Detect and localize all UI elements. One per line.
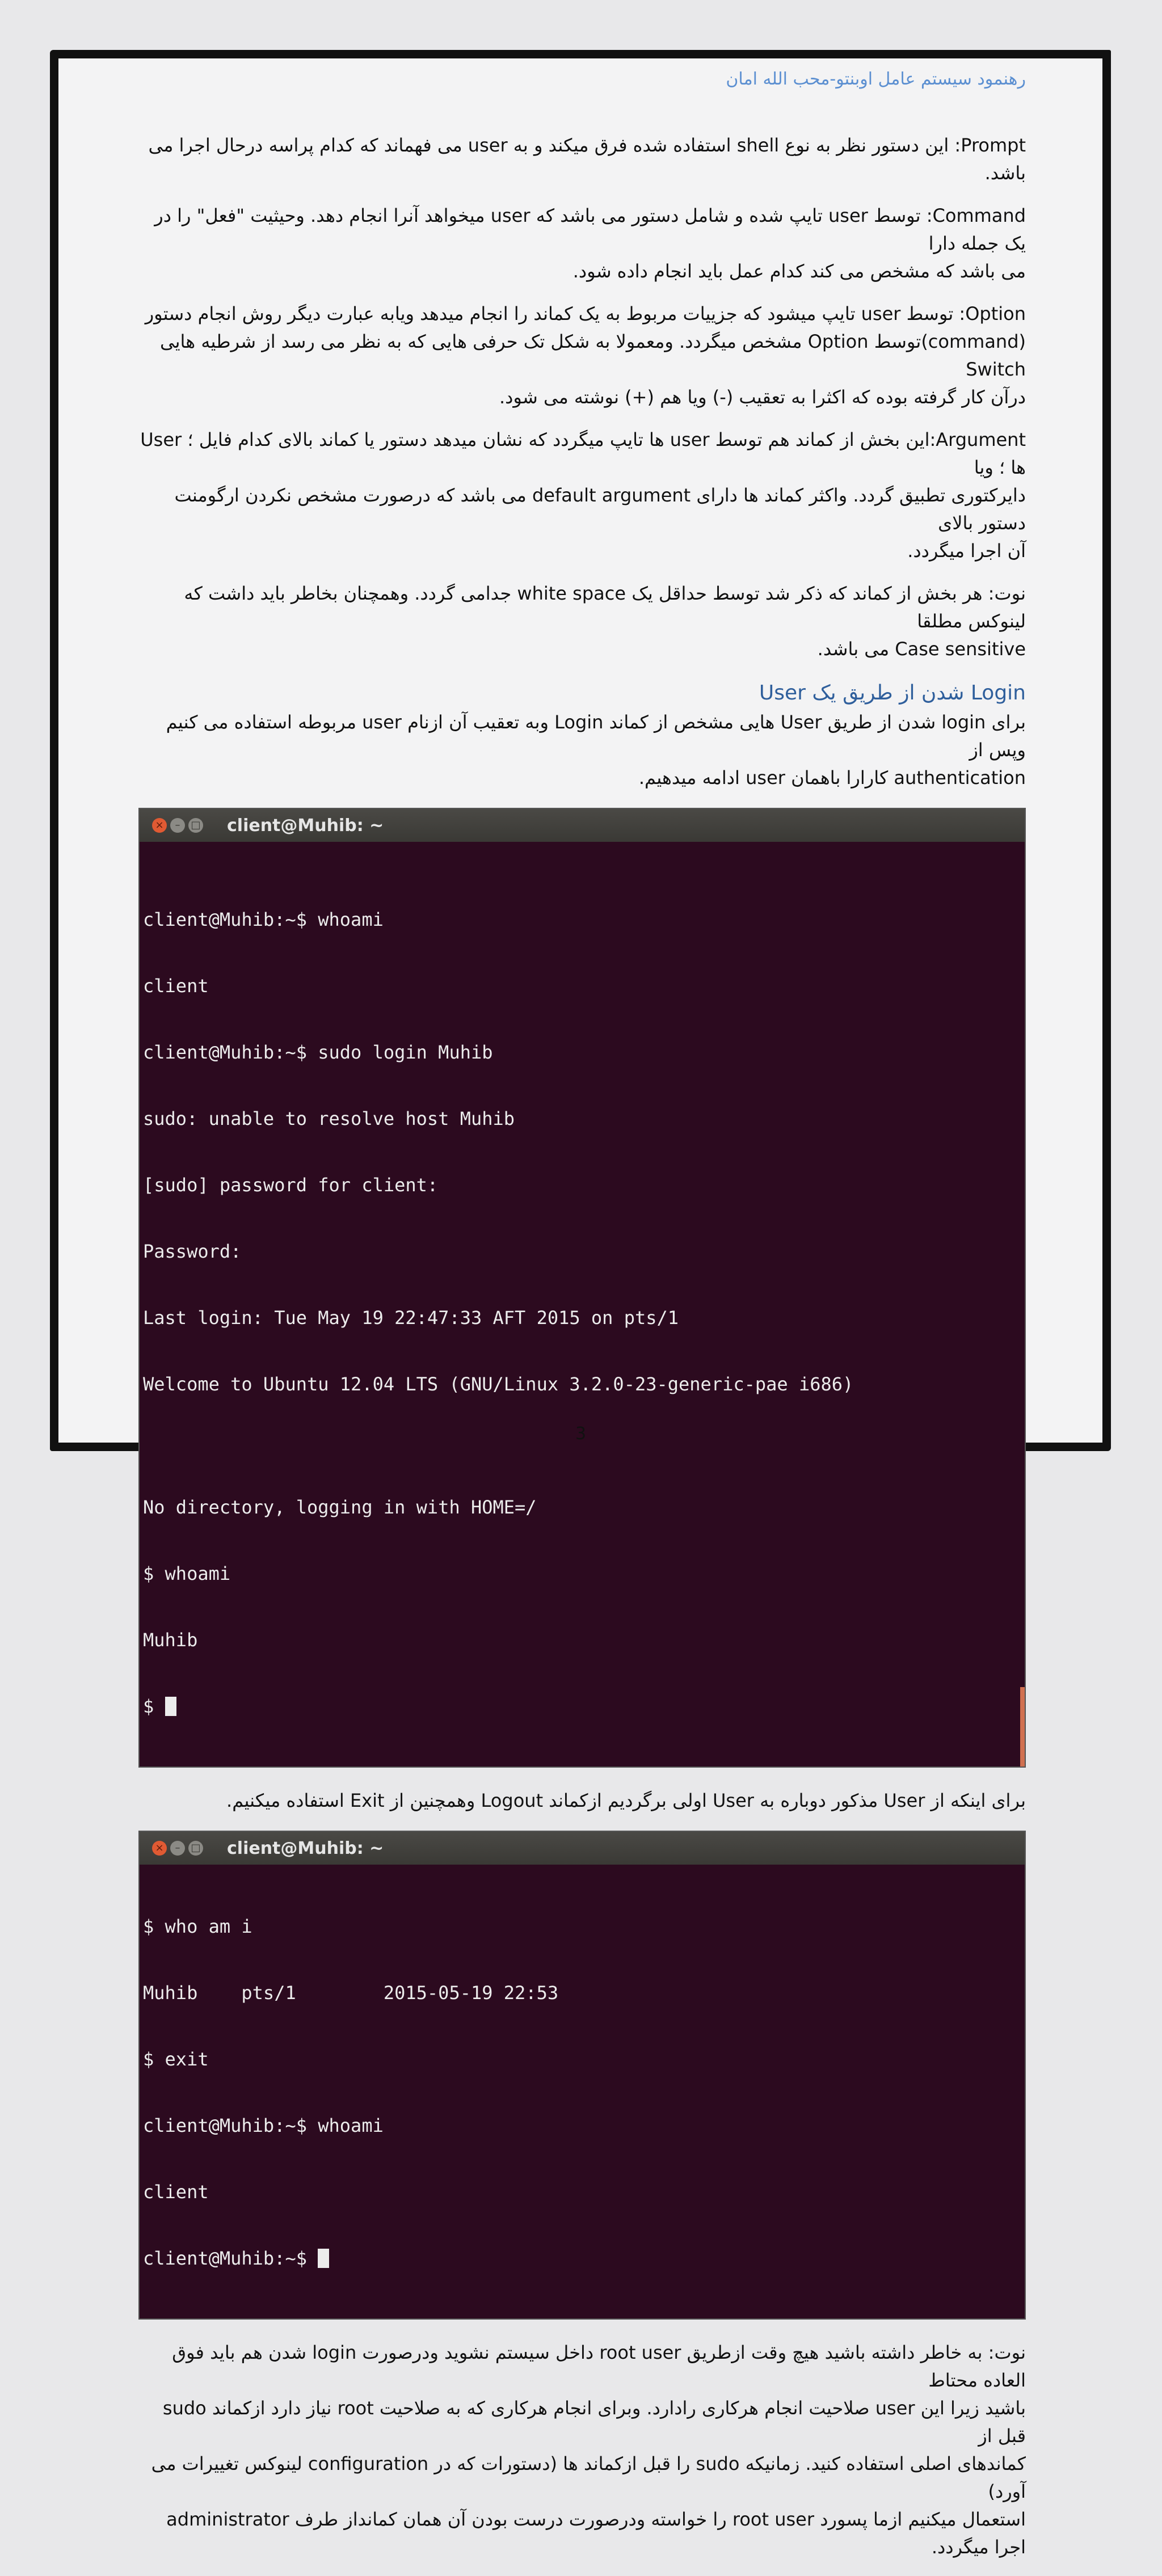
terminal-window-2 <box>138 1831 1026 2320</box>
terminal-line: client@Muhib:~$ sudo login Muhib <box>143 1042 493 1063</box>
command-paragraph <box>138 202 1026 285</box>
argument-line-1: Argument:این بخش از کماند هم توسط user ها تایپ میگردد که نشان میدهد دستور یا کماند بالای کدام فایل ؛ User ها ؛ ویا <box>140 429 1026 478</box>
terminal-line: client@Muhib:~$ whoami <box>143 909 384 930</box>
terminal-line: Password: <box>143 1241 242 1262</box>
terminal-line: client@Muhib:~$ whoami <box>143 2115 384 2136</box>
option-line-3: درآن کار گرفته بوده که اکثرا به تعقیب (-) ویا هم (+) نوشته می شود. <box>499 386 1026 408</box>
terminal-line: No directory, logging in with HOME=/ <box>143 1496 537 1518</box>
terminal-line: Welcome to Ubuntu 12.04 LTS (GNU/Linux 3.2.0-23-generic-pae i686) <box>143 1373 854 1395</box>
option-line-2: (command)توسط Option مشخص میگردد. ومعمولا به شکل تک حرفی هایی که به نظر می رسد از شرطیه هایی Switch <box>159 331 1026 380</box>
terminal-line: $ whoami <box>143 1563 231 1584</box>
page-number: 3 <box>575 1424 587 1444</box>
terminal-titlebar-2 <box>140 1832 1025 1865</box>
prompt-paragraph <box>138 132 1026 187</box>
note2-line-1: نوت: به خاطر داشته باشید هیچ وقت ازطریق root user داخل سیستم نشوید ودرصورت login شدن هم باید فوق العاده محتاط <box>172 2342 1026 2391</box>
note2-line-4: استعمال میکنیم ازما پسورد root user را خواسته ودرصورت درست بودن آن همان کمانداز طرف administrator اجرا میگردد. <box>166 2508 1026 2558</box>
between-paragraph <box>138 1787 1026 1815</box>
terminal-prompt-line <box>143 1696 1025 1718</box>
section-line-1: برای login شدن از طریق User هایی مشخص از کماند Login وبه تعقیب آن ازنام user مربوطه استفاده می کنیم وپس از <box>166 711 1026 761</box>
terminal-title-2: client@Muhib: ~ <box>227 1838 384 1858</box>
option-paragraph <box>138 300 1026 411</box>
cursor-icon <box>165 1697 176 1716</box>
document-header: رهنمود سیستم عامل اوبنتو-محب الله امان <box>726 69 1026 89</box>
terminal-line: client <box>143 2181 209 2203</box>
note2-line-3: کماندهای اصلی استفاده کنید. زمانیکه sudo را قبل ازکماند ها (دستورات که در configuration لینوکس تغییرات می آورد) <box>151 2453 1026 2502</box>
argument-line-2: دایرکتوری تطبیق گردد. واکثر کماند ها دارای default argument می باشد که درصورت مشخص نکردن ارگومنت دستور بالای <box>174 484 1026 534</box>
terminal-prompt-line <box>143 2248 1025 2270</box>
argument-paragraph <box>138 426 1026 565</box>
minimize-icon[interactable]: – <box>170 818 185 833</box>
terminal-prompt: $ <box>143 1696 165 1717</box>
command-line-1: Command: توسط user تایپ شده و شامل دستور می باشد که user میخواهد آنرا انجام دهد. وحیثیت "فعل" را در یک جمله دارا <box>154 205 1026 254</box>
option-line-1: Option: توسط user تایپ میشود که جزییات مربوط به یک کماند را انجام میدهد ویابه عبارت دیگر روش انجام دستور <box>145 303 1026 324</box>
terminal-line: Muhib <box>143 1629 198 1651</box>
section-line-2: authentication کارارا باهمان user ادامه میدهیم. <box>638 767 1026 789</box>
terminal-line: Last login: Tue May 19 22:47:33 AFT 2015 on pts/1 <box>143 1307 679 1329</box>
close-icon[interactable]: × <box>152 1841 167 1856</box>
terminal-line: [sudo] password for client: <box>143 1174 439 1196</box>
note1-line-1: نوت: هر بخش از کماند که ذکر شد توسط حداقل یک white space جدامی گردد. وهمچنان بخاطر باید داشت که لینوکس مطلقا <box>184 583 1026 632</box>
terminal-line: sudo: unable to resolve host Muhib <box>143 1108 515 1129</box>
section-paragraph <box>138 709 1026 792</box>
command-line-2: می باشد که مشخص می کند کدام عمل باید انجام داده شود. <box>572 260 1026 282</box>
terminal-line: $ exit <box>143 2048 209 2070</box>
section-heading: Login شدن از طریق یک User <box>759 681 1026 705</box>
prompt-line-1: Prompt: این دستور نظر به نوع shell استفاده شده فرق میکند و به user می فهماند که کدام پراسه درحال اجرا می باشد. <box>148 134 1026 184</box>
terminal-output-1[interactable] <box>140 842 1025 1766</box>
terminal-prompt: client@Muhib:~$ <box>143 2248 318 2269</box>
terminal-window-1 <box>138 808 1026 1768</box>
terminal-title-1: client@Muhib: ~ <box>227 815 384 836</box>
terminal-line: Muhib pts/1 2015-05-19 22:53 <box>143 1982 559 2004</box>
maximize-icon[interactable]: □ <box>188 1841 203 1856</box>
terminal-output-2[interactable] <box>140 1865 1025 2318</box>
maximize-icon[interactable]: □ <box>188 818 203 833</box>
page-content <box>138 132 1026 2576</box>
between-line: برای اینکه از User مذکور دوباره به User اولی برگردیم ازکماند Logout وهمچنین از Exit استفاده میکنیم. <box>226 1790 1026 1811</box>
note2-line-2: باشید زیرا این user صلاحیت انجام هرکاری رادارد. وبرای انجام هرکاری که به صلاحیت root نیاز دارد ازکماند sudo قبل از <box>162 2397 1026 2447</box>
scrollbar-thumb[interactable] <box>1020 1687 1025 1766</box>
note-paragraph-2 <box>138 2339 1026 2561</box>
note1-line-2: Case sensitive می باشد. <box>817 638 1026 660</box>
note-paragraph-1 <box>138 580 1026 663</box>
terminal-titlebar-1 <box>140 809 1025 842</box>
terminal-line: client <box>143 975 209 997</box>
terminal-line: $ who am i <box>143 1916 252 1937</box>
argument-line-3: آن اجرا میگردد. <box>907 540 1026 562</box>
cursor-icon <box>318 2249 329 2268</box>
close-icon[interactable]: × <box>152 818 167 833</box>
minimize-icon[interactable]: – <box>170 1841 185 1856</box>
